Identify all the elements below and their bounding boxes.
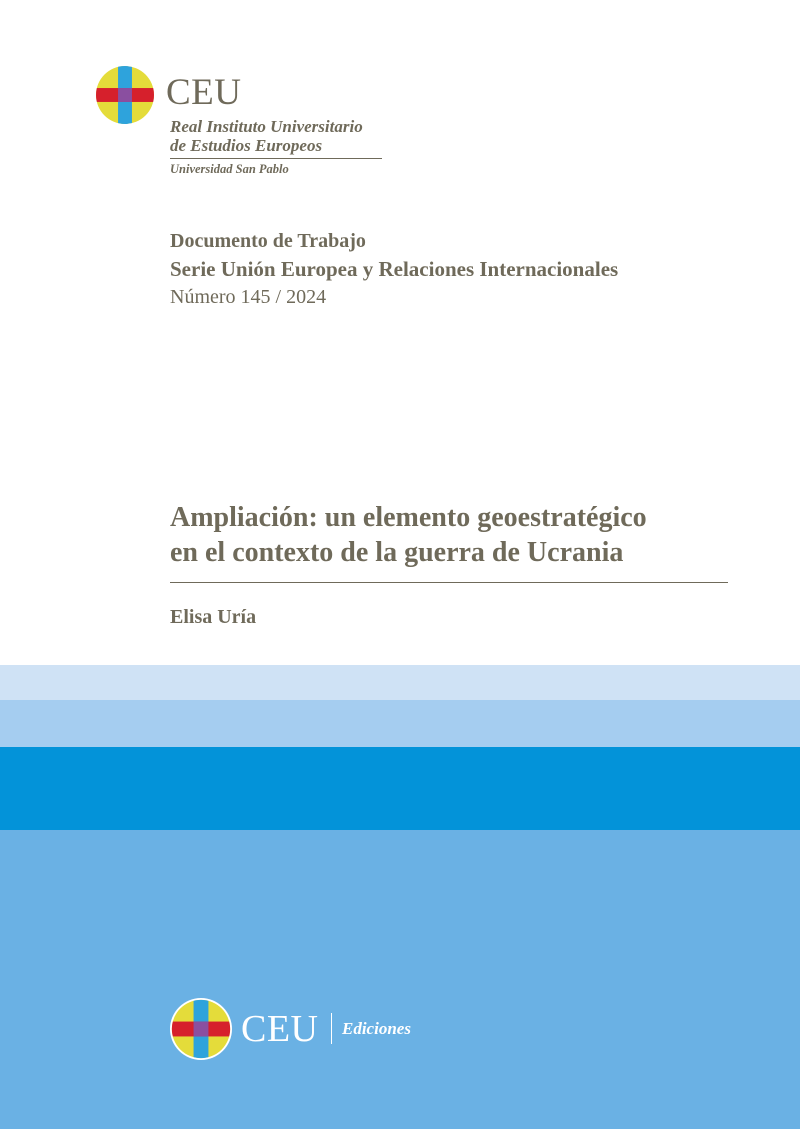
institute-name-line2: de Estudios Europeos	[170, 136, 323, 155]
ceu-ediciones-logo-icon	[170, 998, 232, 1060]
ceu-logo-icon	[96, 66, 154, 124]
document-title-line2: en el contexto de la guerra de Ucrania	[170, 537, 624, 568]
document-type: Documento de Trabajo	[170, 230, 366, 252]
footer-imprint: Ediciones	[342, 1019, 411, 1038]
title-divider	[170, 582, 728, 583]
band-light	[0, 700, 800, 747]
document-title-line1: Ampliación: un elemento geoestratégico	[170, 502, 647, 533]
university-name: Universidad San Pablo	[170, 162, 289, 176]
author-name: Elisa Uría	[170, 606, 257, 628]
institute-divider	[170, 158, 382, 159]
institute-name-line1: Real Instituto Universitario	[170, 117, 363, 136]
band-strong	[0, 747, 800, 830]
band-base	[0, 830, 800, 1129]
series-name: Serie Unión Europea y Relaciones Internacionales	[170, 257, 619, 281]
footer-divider	[331, 1013, 332, 1044]
issue-number: Número 145 / 2024	[170, 286, 327, 308]
band-pale	[0, 665, 800, 700]
brand-name: CEU	[166, 72, 242, 113]
footer-brand-name: CEU	[241, 1008, 319, 1050]
